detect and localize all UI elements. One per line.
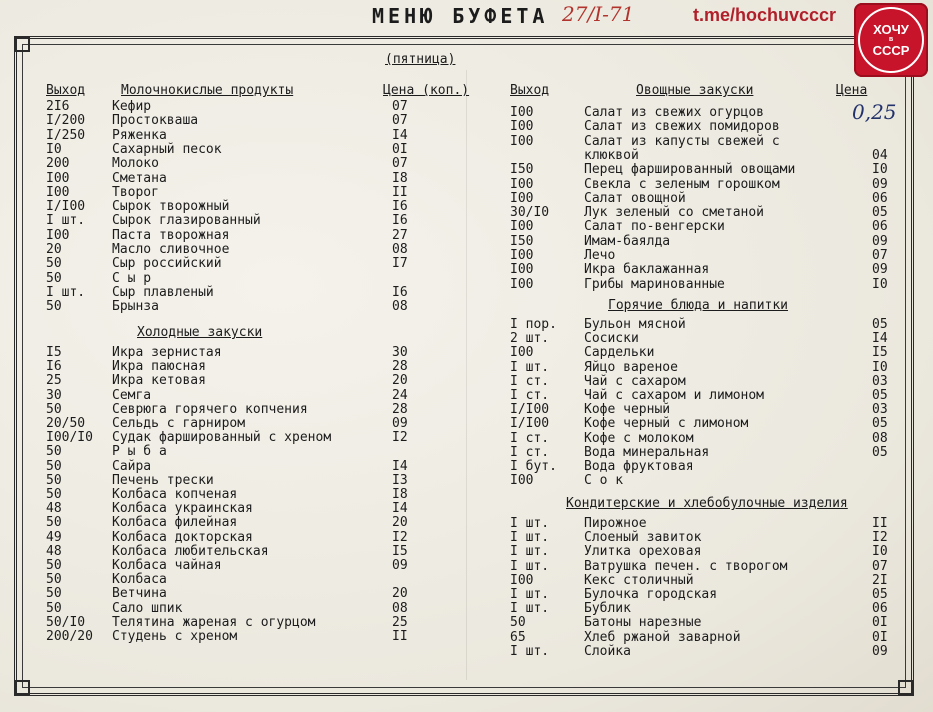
item-name: Сосиски (584, 331, 639, 347)
item-price: I0 (872, 276, 888, 292)
item-name: Икра баклажанная (584, 262, 710, 278)
item-name: Молоко (112, 156, 159, 172)
cold-section-title: Холодные закуски (137, 325, 263, 340)
item-name: Сыр плавленый (112, 284, 214, 300)
item-price: 07 (392, 113, 408, 129)
item-output: I00 (510, 262, 534, 278)
item-name: Слоеный завиток (584, 530, 702, 546)
item-price: 0I (872, 615, 888, 631)
frame-corner (898, 680, 914, 696)
item-price: 20 (392, 586, 408, 602)
item-name: Сырок глазированный (112, 213, 261, 229)
item-output: I шт. (510, 359, 550, 375)
item-name: Лук зеленый со сметаной (584, 205, 765, 221)
item-output: I ст. (510, 388, 550, 403)
item-output: 30/I0 (510, 205, 550, 221)
right-col-price-header: Цена (836, 83, 868, 98)
item-name: Сахарный песок (112, 141, 222, 157)
item-price: I8 (392, 487, 408, 502)
item-name: Сметана (112, 170, 167, 186)
item-name: Семга (112, 387, 152, 403)
item-name: Икра паюсная (112, 359, 206, 375)
item-price: 07 (872, 248, 888, 263)
item-output: I00 (510, 248, 534, 263)
item-name: С ы р (112, 270, 152, 286)
item-output: I шт. (510, 643, 550, 659)
item-price: 09 (872, 643, 888, 659)
item-output: I00 (510, 190, 534, 206)
page-fold (466, 70, 467, 680)
item-output: I шт. (510, 530, 550, 546)
item-price: 0I (872, 629, 888, 645)
day-subtitle: (пятница) (385, 52, 456, 67)
item-output: I5 (46, 345, 62, 360)
item-name: Пирожное (584, 516, 647, 531)
item-price: I0 (872, 162, 888, 178)
item-price: 07 (392, 99, 408, 114)
item-name: Батоны нарезные (584, 615, 702, 631)
item-price: 05 (872, 205, 888, 221)
item-name: Салат из свежих огурцов (584, 105, 765, 120)
item-price: 06 (872, 219, 888, 235)
item-name: клюквой (584, 147, 639, 163)
item-output: I00 (510, 276, 534, 292)
item-output: I00 (510, 219, 534, 235)
right-col-name-header: Овощные закуски (636, 83, 754, 98)
item-price: 27 (392, 227, 408, 243)
item-output: 48 (46, 501, 62, 517)
logo-emblem (858, 7, 924, 73)
item-output: I00 (46, 227, 70, 243)
frame-corner (14, 36, 30, 52)
item-output: 50 (46, 256, 62, 272)
item-output: I00 (510, 119, 534, 135)
item-price: II (872, 516, 888, 531)
logo-text-bottom: СССР (872, 43, 910, 58)
item-output: I50 (510, 162, 534, 178)
item-name: Салат из капусты свежей с (584, 133, 780, 149)
item-name: Колбаса чайная (112, 558, 222, 573)
item-name: Колбаса докторская (112, 529, 253, 545)
item-output: 2 шт. (510, 331, 550, 347)
item-output: I ст. (510, 373, 550, 389)
item-name: Слойка (584, 643, 631, 659)
page-title: МЕНЮ БУФЕТА (372, 4, 549, 28)
watermark-link[interactable]: t.me/hochuvcccr (693, 5, 837, 25)
item-name: Вода минеральная (584, 444, 710, 460)
item-output: I00/I0 (46, 430, 93, 446)
item-price: 09 (872, 262, 888, 278)
item-price: 20 (392, 373, 408, 389)
item-price: 28 (392, 401, 408, 417)
item-output: I шт. (510, 516, 550, 531)
left-col-output-header: Выход (46, 83, 86, 98)
logo (854, 3, 928, 77)
item-price: 09 (872, 233, 888, 249)
item-name: Ватрушка печен. с творогом (584, 558, 788, 574)
item-price: I6 (392, 284, 408, 300)
item-name: Простокваша (112, 113, 199, 129)
item-name: Грибы маринованные (584, 276, 725, 292)
item-price: 06 (872, 190, 888, 206)
frame-corner (14, 680, 30, 696)
item-price: I5 (392, 543, 408, 559)
item-price: 0I (392, 141, 408, 157)
item-price: I6 (392, 199, 408, 215)
item-output: I00 (510, 176, 534, 192)
item-output: I пор. (510, 317, 557, 332)
item-price: 20 (392, 515, 408, 531)
item-name: Салат по-венгерски (584, 219, 725, 235)
item-output: I ст. (510, 430, 550, 446)
item-output: I/250 (46, 127, 86, 143)
item-name: Сало шпик (112, 600, 183, 616)
item-output: 49 (46, 529, 62, 545)
item-price: I8 (392, 170, 408, 186)
item-price: I3 (392, 472, 408, 488)
item-price: 08 (392, 299, 408, 315)
logo-text-top: ХОЧУ (873, 22, 909, 37)
item-price: 04 (872, 147, 888, 163)
item-name: Кекс столичный (584, 572, 694, 588)
item-name: Сайра (112, 458, 152, 474)
item-output: I00 (510, 105, 534, 120)
item-name: Печень трески (112, 472, 214, 488)
item-output: 50 (46, 572, 62, 588)
item-price: 28 (392, 359, 408, 375)
item-output: 200 (46, 156, 70, 172)
item-name: Колбаса украинская (112, 501, 253, 517)
item-output: 200/20 (46, 629, 93, 644)
item-name: Севрюга горячего копчения (112, 401, 308, 417)
item-price: 05 (872, 317, 888, 332)
item-name: Салат из свежих помидоров (584, 119, 780, 135)
item-output: I00 (510, 133, 534, 149)
item-price: 08 (392, 600, 408, 616)
item-output: 50 (46, 586, 62, 602)
item-name: Свекла с зеленым горошком (584, 176, 780, 192)
item-price: 24 (392, 387, 408, 403)
item-name: Сардельки (584, 345, 655, 361)
item-price: I2 (392, 529, 408, 545)
item-output: 30 (46, 387, 62, 403)
item-output: 20 (46, 242, 62, 257)
item-name: Масло сливочное (112, 242, 230, 257)
item-output: 48 (46, 543, 62, 559)
item-output: I/I00 (46, 199, 86, 215)
item-output: 50 (46, 444, 62, 460)
item-output: I шт. (46, 284, 86, 300)
item-output: 50 (46, 558, 62, 573)
left-col-name-header: Молочнокислые продукты (121, 83, 294, 98)
item-name: Колбаса копченая (112, 487, 238, 502)
left-col-price-header: Цена (коп.) (383, 83, 470, 98)
item-price: I0 (872, 544, 888, 560)
item-price: 03 (872, 402, 888, 418)
item-name: Вода фруктовая (584, 459, 694, 474)
item-output: 50 (46, 472, 62, 488)
item-name: Кофе с молоком (584, 430, 694, 446)
item-name: Судак фаршированный с хреном (112, 430, 332, 446)
item-name: Ряженка (112, 127, 167, 143)
item-output: I00 (510, 345, 534, 361)
item-output: I шт. (510, 544, 550, 560)
item-output: 50/I0 (46, 614, 86, 630)
item-output: I/200 (46, 113, 86, 129)
item-name: Салат овощной (584, 190, 686, 206)
item-price: I4 (872, 331, 888, 347)
item-name: Перец фаршированный овощами (584, 162, 796, 178)
item-output: I0 (46, 141, 62, 157)
item-price: 25 (392, 614, 408, 630)
item-output: I шт. (510, 587, 550, 602)
item-output: I00 (46, 184, 70, 200)
item-name: Бублик (584, 601, 631, 617)
item-price: 2I (872, 572, 888, 588)
handwritten-date: 27/I-71 (562, 2, 635, 26)
item-price: I4 (392, 458, 408, 474)
item-price: II (392, 629, 408, 644)
item-name: Кофе черный с лимоном (584, 416, 749, 432)
item-name: Икра зернистая (112, 345, 222, 360)
logo-text-mid: в (888, 36, 894, 43)
item-name: Колбаса любительская (112, 543, 269, 559)
item-output: 50 (46, 270, 62, 286)
item-price: 05 (872, 444, 888, 460)
item-name: Колбаса филейная (112, 515, 238, 531)
item-output: I шт. (46, 213, 86, 229)
item-name: Яйцо вареное (584, 359, 678, 375)
item-price: I0 (872, 359, 888, 375)
item-output: 50 (46, 299, 62, 315)
item-output: I6 (46, 359, 62, 375)
item-price: 05 (872, 416, 888, 432)
item-output: I/I00 (510, 402, 550, 418)
item-name: Хлеб ржаной заварной (584, 629, 741, 645)
item-output: I00 (510, 473, 534, 489)
item-price: 05 (872, 587, 888, 602)
item-price: I5 (872, 345, 888, 361)
item-name: Булочка городская (584, 587, 718, 602)
item-output: I шт. (510, 601, 550, 617)
item-output: 20/50 (46, 416, 86, 431)
item-name: Бульон мясной (584, 317, 686, 332)
item-name: Улитка ореховая (584, 544, 702, 560)
item-output: I00 (46, 170, 70, 186)
item-price: I6 (392, 213, 408, 229)
item-name: Студень с хреном (112, 629, 238, 644)
item-price: II (392, 184, 408, 200)
item-output: 65 (510, 629, 526, 645)
item-price: I7 (392, 256, 408, 272)
item-output: 2I6 (46, 99, 70, 114)
item-output: 50 (46, 458, 62, 474)
item-price: 30 (392, 345, 408, 360)
item-name: Сельдь с гарниром (112, 416, 246, 431)
item-name: Брынза (112, 299, 159, 315)
item-output: I50 (510, 233, 534, 249)
item-name: Кефир (112, 99, 152, 114)
item-price: 03 (872, 373, 888, 389)
item-output: I ст. (510, 444, 550, 460)
item-output: 50 (46, 600, 62, 616)
item-output: 50 (46, 487, 62, 502)
item-price: 08 (872, 430, 888, 446)
item-output: I бут. (510, 459, 557, 474)
item-name: Чай с сахаром и лимоном (584, 388, 765, 403)
item-price: 07 (392, 156, 408, 172)
hot-section-title: Горячие блюда и напитки (608, 298, 789, 313)
item-price: 09 (392, 558, 408, 573)
item-price: I2 (872, 530, 888, 546)
right-col-output-header: Выход (510, 83, 550, 98)
item-name: Сырок творожный (112, 199, 230, 215)
item-output: I шт. (510, 558, 550, 574)
item-name: Лечо (584, 248, 616, 263)
item-name: Колбаса (112, 572, 167, 588)
item-output: I00 (510, 572, 534, 588)
bakery-section-title: Кондитерские и хлебобулочные изделия (566, 496, 848, 511)
item-name: Творог (112, 184, 159, 200)
item-price: 07 (872, 558, 888, 574)
item-price: 08 (392, 242, 408, 257)
item-price: I4 (392, 501, 408, 517)
item-name: Чай с сахаром (584, 373, 686, 389)
item-output: 50 (46, 515, 62, 531)
item-name: Имам-баялда (584, 233, 671, 249)
item-name: С о к (584, 473, 624, 489)
item-name: Телятина жареная с огурцом (112, 614, 316, 630)
item-name: Ветчина (112, 586, 167, 602)
item-name: Кофе черный (584, 402, 671, 418)
item-name: Р ы б а (112, 444, 167, 460)
item-price: I2 (392, 430, 408, 446)
item-name: Паста творожная (112, 227, 230, 243)
item-price: 09 (872, 176, 888, 192)
item-output: 50 (510, 615, 526, 631)
item-price: 05 (872, 388, 888, 403)
item-name: Сыр российский (112, 256, 222, 272)
item-name: Икра кетовая (112, 373, 206, 389)
item-price: 09 (392, 416, 408, 431)
item-output: I/I00 (510, 416, 550, 432)
item-price: 06 (872, 601, 888, 617)
item-price: I4 (392, 127, 408, 143)
item-output: 25 (46, 373, 62, 389)
handwritten-price-note: 0,25 (852, 100, 897, 124)
item-output: 50 (46, 401, 62, 417)
